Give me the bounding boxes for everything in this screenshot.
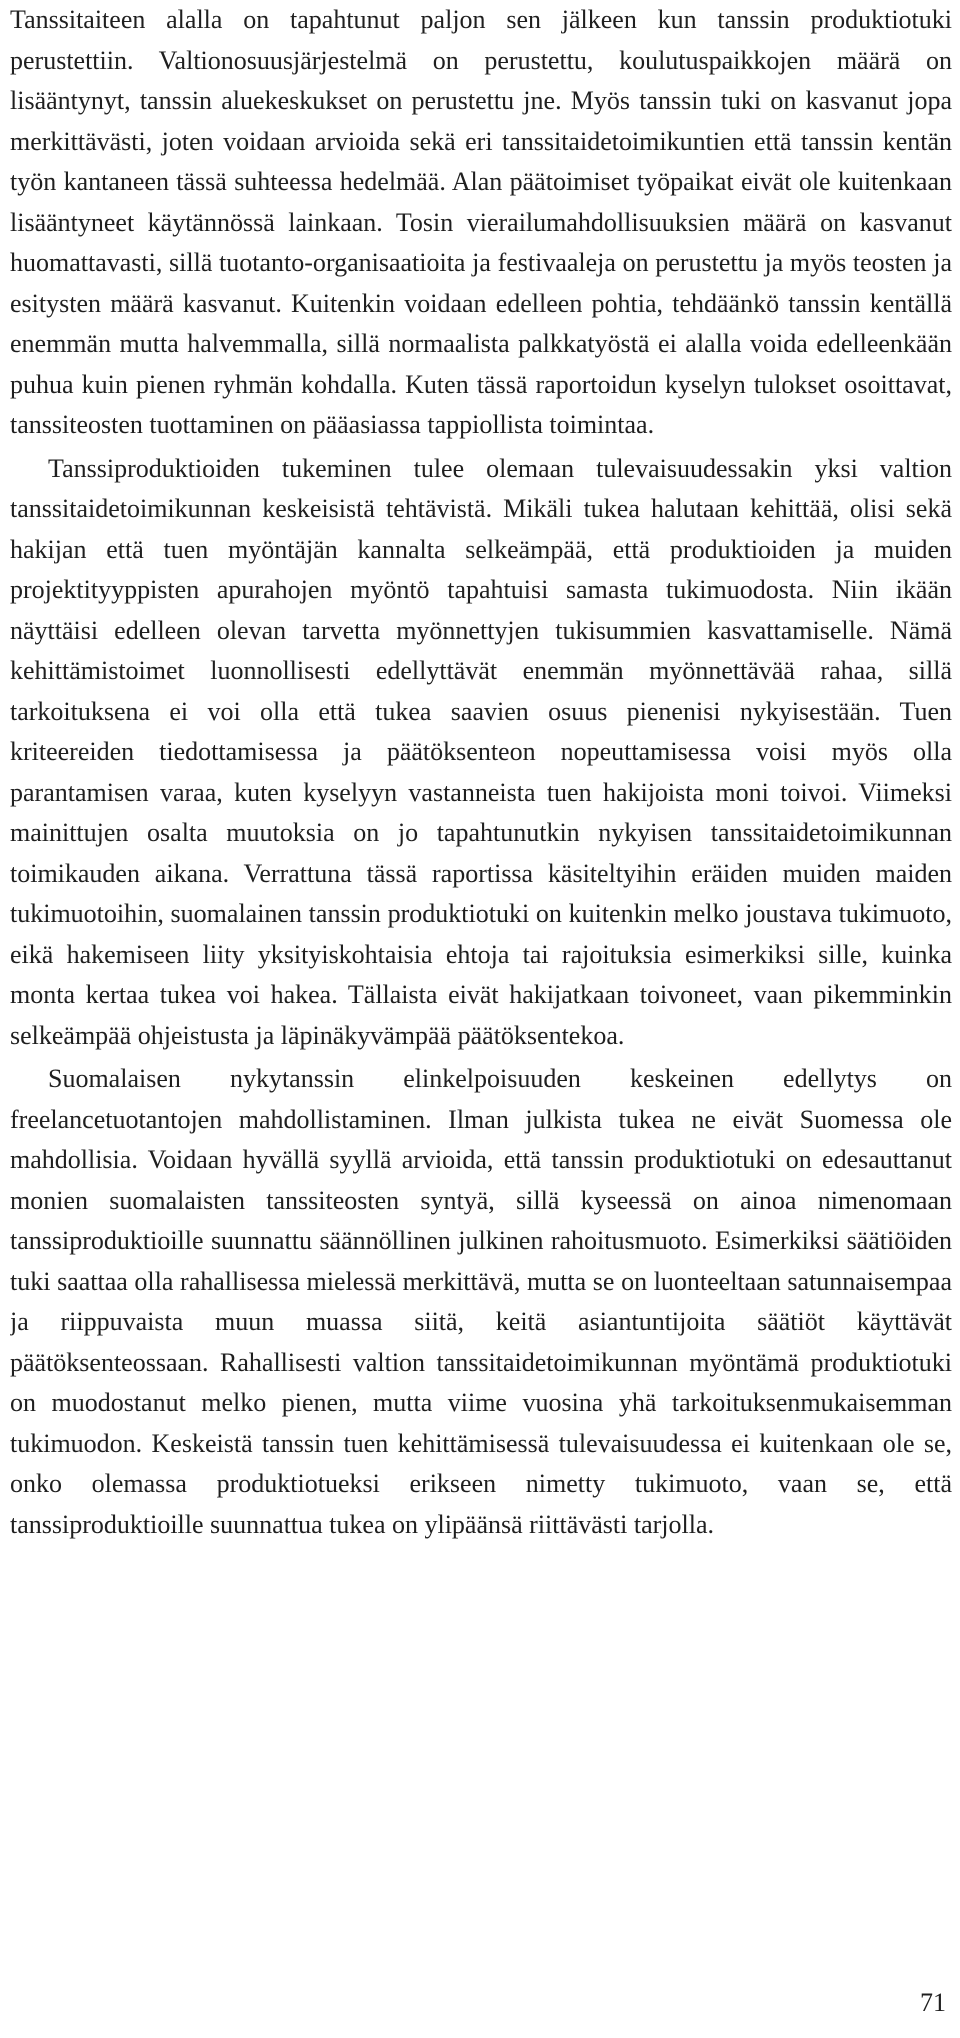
document-page [10, 0, 952, 2038]
paragraph-2: Tanssiproduktioiden tukeminen tulee olemaan tulevaisuudessakin yksi valtion tanssitaidetoimikunnan keskeisistä tehtävistä. Mikäli tukea halutaan kehittää, olisi sekä hakijan että tuen myöntäjän kannalta selkeämpää, että produktioiden ja muiden projektityyppisten apurahojen myöntö tapahtuisi samasta tukimuodosta. Niin ikään näyttäisi edelleen olevan tarvetta myönnettyjen tukisummien kasvattamiselle. Nämä kehittämistoimet luonnollisesti edellyttävät enemmän myönnettävää rahaa, sillä tarkoituksena ei voi olla että tukea saavien osuus pienenisi nykyisestään. Tuen kriteereiden tiedottamisessa ja päätöksenteon nopeuttamisessa voisi myös olla parantamisen varaa, kuten kyselyyn vastanneista tuen hakijoista moni toivoi. Viimeksi mainittujen osalta muutoksia on jo tapahtunutkin nykyisen tanssitaidetoimikunnan toimikauden aikana. Verrattuna tässä raportissa käsiteltyihin eräiden muiden maiden tukimuotoihin, suomalainen tanssin produktiotuki on kuitenkin melko joustava tukimuoto, eikä hakemiseen liity yksityiskohtaisia ehtoja tai rajoituksia esimerkiksi sille, kuinka monta kertaa tukea voi hakea. Tällaista eivät hakijatkaan toivoneet, vaan pikemminkin selkeämpää ohjeistusta ja läpinäkyvämpää päätöksentekoa. [10, 453, 952, 1050]
body-text [10, 0, 952, 1545]
paragraph-1: Tanssitaiteen alalla on tapahtunut paljon sen jälkeen kun tanssin produktiotuki perustettiin. Valtionosuusjärjestelmä on perustettu, koulutuspaikkojen määrä on lisääntynyt, tanssin aluekeskukset on perustettu jne. Myös tanssin tuki on kasvanut jopa merkittävästi, joten voidaan arvioida sekä eri tanssitaidetoimikuntien että tanssin kentän työn kantaneen tässä suhteessa hedelmää. Alan päätoimiset työpaikat eivät ole kuitenkaan lisääntyneet käytännössä lainkaan. Tosin vierailumahdollisuuksien määrä on kasvanut huomattavasti, sillä tuotanto-organisaatioita ja festivaaleja on perustettu ja myös teosten ja esitysten määrä kasvanut. Kuitenkin voidaan edelleen pohtia, tehdäänkö tanssin kentällä enemmän mutta halvemmalla, sillä normaalista palkkatyöstä ei alalla voida edelleenkään puhua kuin pienen ryhmän kohdalla. Kuten tässä raportoidun kyselyn tulokset osoittavat, tanssiteosten tuottaminen on pääasiassa tappiollista toimintaa. [10, 5, 952, 439]
page-number: 71 [920, 1988, 946, 2017]
paragraph-3: Suomalaisen nykytanssin elinkelpoisuuden keskeinen edellytys on freelancetuotantojen mahdollistaminen. Ilman julkista tukea ne eivät Suomessa ole mahdollisia. Voidaan hyvällä syyllä arvioida, että tanssin produktiotuki on edesauttanut monien suomalaisten tanssiteosten syntyä, sillä kyseessä on ainoa nimenomaan tanssiproduktioille suunnattu säännöllinen julkinen rahoitusmuoto. Esimerkiksi säätiöiden tuki saattaa olla rahallisessa mielessä merkittävä, mutta se on luonteeltaan satunnaisempaa ja riippuvaista muun muassa siitä, keitä asiantuntijoita säätiöt käyttävät päätöksenteossaan. Rahallisesti valtion tanssitaidetoimikunnan myöntämä produktiotuki on muodostanut melko pienen, mutta viime vuosina yhä tarkoituksenmukaisemman tukimuodon. Keskeistä tanssin tuen kehittämisessä tulevaisuudessa ei kuitenkaan ole se, onko olemassa produktiotueksi erikseen nimetty tukimuoto, vaan se, että tanssiproduktioille suunnattua tukea on ylipäänsä riittävästi tarjolla. [10, 1064, 952, 1539]
